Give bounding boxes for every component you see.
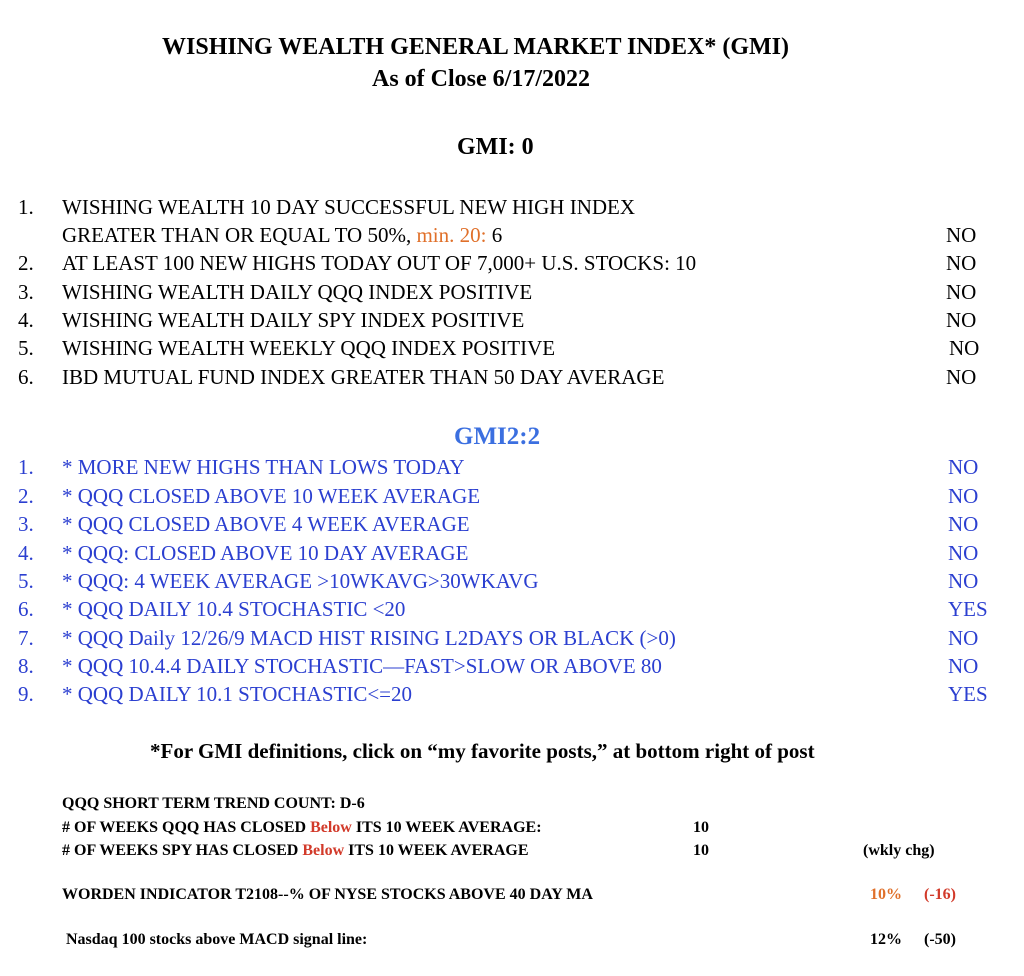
list-item-number: 4. (18, 308, 34, 332)
nasdaq-value: 12% (870, 931, 902, 948)
list-item-value: NO (946, 251, 977, 275)
list-item-value: YES (948, 682, 988, 706)
list-item-number: 8. (18, 654, 34, 678)
list-item-value: YES (948, 597, 988, 621)
list-item-number: 7. (18, 626, 34, 650)
list-item-number: 6. (18, 597, 34, 621)
list-item-number: 2. (18, 251, 34, 275)
list-item-text-continued (62, 223, 502, 248)
list-item-value: NO (948, 654, 979, 678)
page-subtitle: As of Close 6/17/2022 (372, 66, 590, 92)
list-item-number: 9. (18, 682, 34, 706)
list-item-text: IBD MUTUAL FUND INDEX GREATER THAN 50 DAY AVERAGE (62, 365, 665, 389)
below-highlight: Below (302, 842, 345, 859)
spy-weeks-value: 10 (693, 842, 709, 859)
list-item-number: 6. (18, 365, 34, 389)
below-highlight: Below (310, 819, 352, 836)
list-item-value: NO (946, 280, 977, 304)
weekly-change-header: (wkly chg) (863, 842, 935, 859)
list-item-number: 1. (18, 455, 34, 479)
worden-label: WORDEN INDICATOR T2108--% OF NYSE STOCKS ABOVE 40 DAY MA (62, 886, 593, 903)
nasdaq-label: Nasdaq 100 stocks above MACD signal line: (66, 931, 368, 948)
list-item-value: NO (948, 484, 979, 508)
list-item-value: NO (948, 455, 979, 479)
list-item-value: NO (949, 336, 980, 360)
list-item-number: 3. (18, 512, 34, 536)
qqq-weeks-text: # OF WEEKS QQQ HAS CLOSED (62, 819, 311, 836)
spy-weeks-text-end: ITS 10 WEEK AVERAGE (344, 842, 529, 859)
list-item-text: * QQQ DAILY 10.4 STOCHASTIC <20 (62, 597, 406, 621)
list-item-number: 3. (18, 280, 34, 304)
definitions-note: *For GMI definitions, click on “my favorite posts,” at bottom right of post (150, 739, 815, 763)
list-item-text: GREATER THAN OR EQUAL TO 50%, (62, 223, 417, 247)
list-item-text: * QQQ 10.4.4 DAILY STOCHASTIC—FAST>SLOW OR ABOVE 80 (62, 654, 662, 678)
list-item-number: 5. (18, 336, 34, 360)
list-item-text: WISHING WEALTH DAILY SPY INDEX POSITIVE (62, 308, 525, 332)
list-item-text: WISHING WEALTH WEEKLY QQQ INDEX POSITIVE (62, 336, 556, 360)
list-item-value: NO (946, 223, 977, 247)
qqq-weeks-text-end: ITS 10 WEEK AVERAGE: (351, 819, 542, 836)
worden-change: (-16) (924, 886, 956, 903)
nasdaq-change: (-50) (924, 931, 956, 948)
list-item-text: * QQQ Daily 12/26/9 MACD HIST RISING L2DAYS OR BLACK (>0) (62, 626, 676, 650)
list-item-value: NO (948, 541, 979, 565)
list-item-number: 2. (18, 484, 34, 508)
list-item-text: WISHING WEALTH 10 DAY SUCCESSFUL NEW HIGH INDEX (62, 195, 636, 219)
list-item-value: NO (946, 308, 977, 332)
spy-weeks-below-label (62, 842, 529, 860)
list-item-text: * QQQ CLOSED ABOVE 10 WEEK AVERAGE (62, 484, 481, 508)
list-item-number: 4. (18, 541, 34, 565)
list-item-text: * QQQ CLOSED ABOVE 4 WEEK AVERAGE (62, 512, 470, 536)
gmi2-title: GMI2:2 (454, 423, 541, 450)
list-item-number: 5. (18, 569, 34, 593)
spy-weeks-text: # OF WEEKS SPY HAS CLOSED (62, 842, 303, 859)
list-item-value: NO (948, 569, 979, 593)
worden-value: 10% (870, 886, 902, 903)
list-item-number: 1. (18, 195, 34, 219)
list-item-text: AT LEAST 100 NEW HIGHS TODAY OUT OF 7,000+ U.S. STOCKS: 10 (62, 251, 697, 275)
list-item-text: * QQQ: 4 WEEK AVERAGE >10WKAVG>30WKAVG (62, 569, 539, 593)
list-item-text: WISHING WEALTH DAILY QQQ INDEX POSITIVE (62, 280, 533, 304)
gmi-score: GMI: 0 (457, 134, 534, 160)
qqq-weeks-value: 10 (693, 819, 709, 836)
list-item-value: NO (946, 365, 977, 389)
list-item-text: * QQQ DAILY 10.1 STOCHASTIC<=20 (62, 682, 413, 706)
min-threshold-label: min. 20: (416, 223, 487, 247)
list-item-value: NO (948, 626, 979, 650)
page-title: WISHING WEALTH GENERAL MARKET INDEX* (GMI) (162, 34, 789, 60)
list-item-value-inline: 6 (486, 223, 503, 247)
trend-count: QQQ SHORT TERM TREND COUNT: D-6 (62, 795, 365, 812)
list-item-text: * QQQ: CLOSED ABOVE 10 DAY AVERAGE (62, 541, 469, 565)
qqq-weeks-below-label (62, 819, 542, 837)
list-item-text: * MORE NEW HIGHS THAN LOWS TODAY (62, 455, 465, 479)
list-item-value: NO (948, 512, 979, 536)
